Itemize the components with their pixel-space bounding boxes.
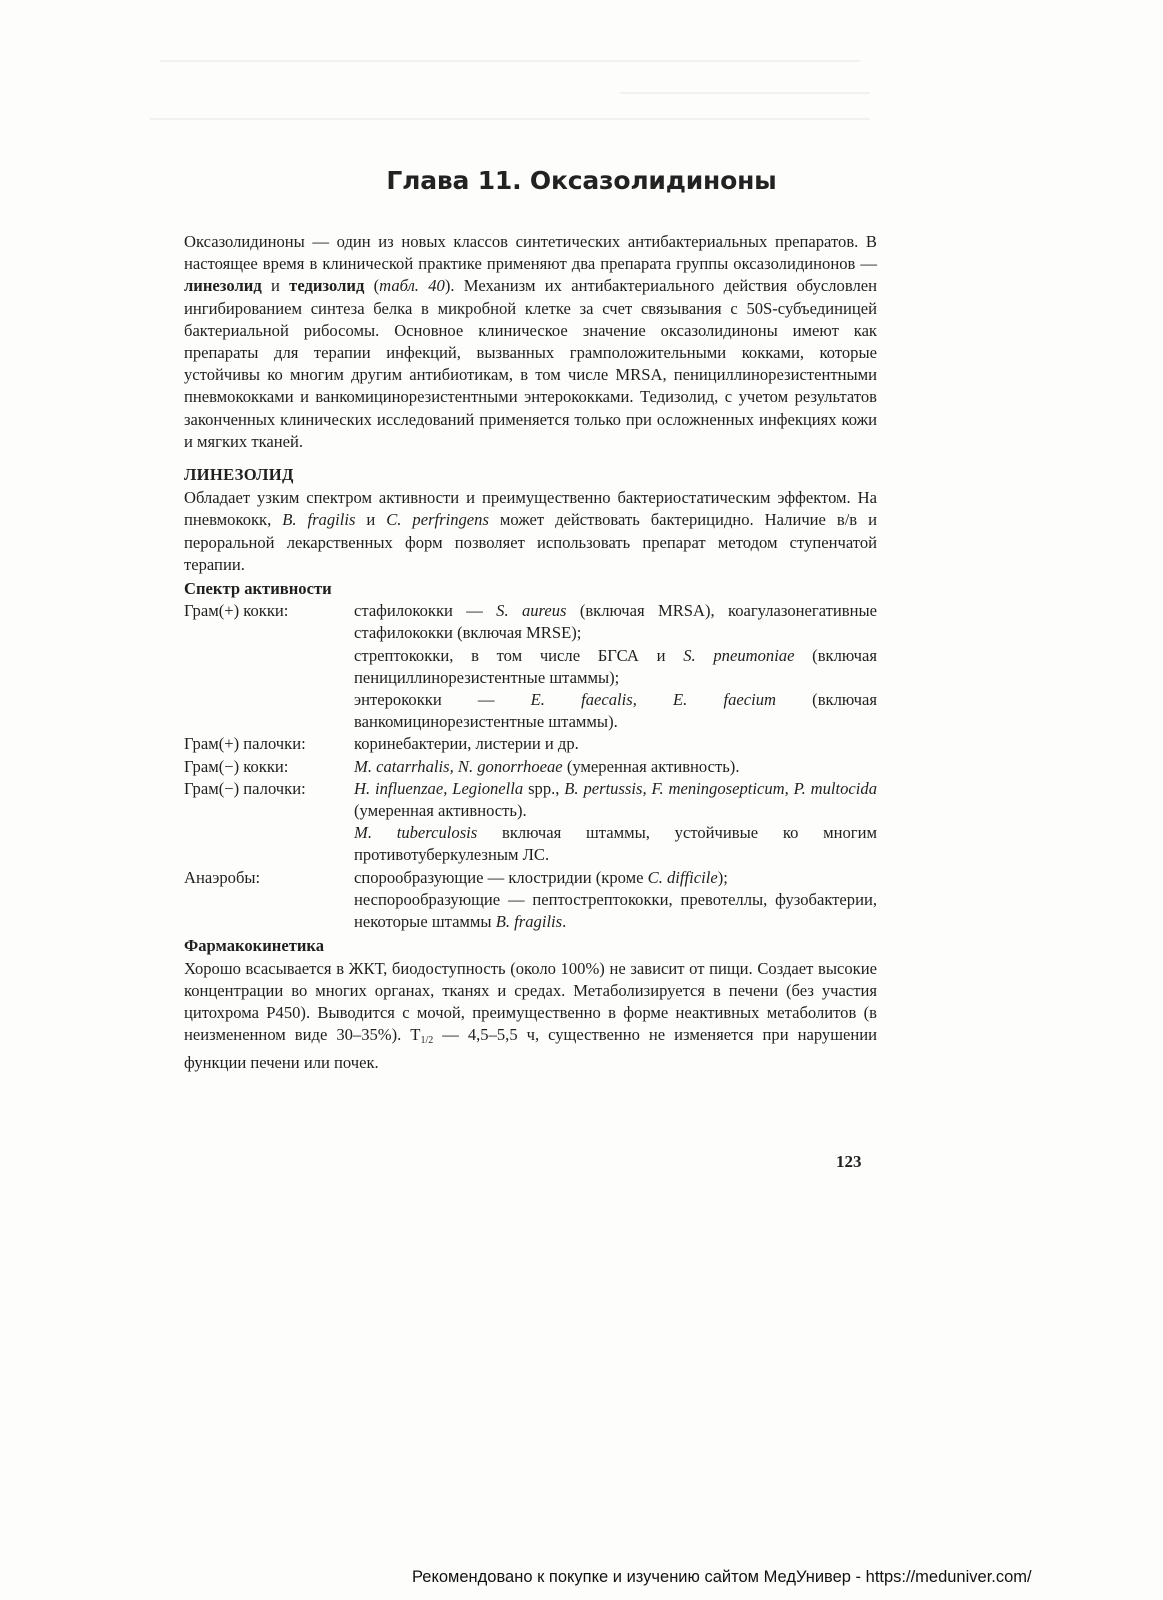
spectrum-text: (включая ванкомицинорезистентные штаммы).: [354, 690, 877, 732]
spectrum-text: стрептококки, в том числе БГСА и: [354, 645, 684, 665]
organism-name: B. pertussis, F. meningosepticum, P. multocida: [564, 778, 878, 798]
spectrum-value: [354, 778, 877, 867]
linezolid-text-2: может действовать бактерицидно. Наличие в/в и пероральной лекарственных форм позволяет использовать препарат методом ступенчатой терапии.: [184, 510, 877, 574]
spectrum-text: spp.,: [523, 778, 565, 798]
organism-name: C. difficile: [647, 867, 718, 887]
table-reference: табл. 40: [379, 276, 445, 296]
page-body: [184, 231, 877, 1075]
organism-name: B. fragilis: [282, 510, 356, 530]
bleed-through-line: [620, 92, 870, 94]
spectrum-label: Грам(+) палочки:: [184, 734, 306, 754]
spectrum-text: неспорообразующие — пептострептококки, превотеллы, фузобактерии, некоторые штаммы: [354, 889, 877, 932]
spectrum-value: [354, 867, 877, 934]
spectrum-label: Грам(−) палочки:: [184, 778, 306, 798]
linezolid-and: и: [355, 510, 387, 530]
pharmacokinetics-paragraph: [184, 958, 877, 1075]
intro-text-1: Оксазолидиноны — один из новых классов синтетических антибактериальных препаратов. В настоящее время в клинической практике применяют два препарата группы оксазолидинонов —: [184, 232, 877, 274]
organism-name: C. perfringens: [386, 510, 489, 530]
intro-paragraph: [184, 231, 877, 453]
term-tedizolid: тедизолид: [289, 276, 365, 296]
section-heading-linezolid: ЛИНЕЗОЛИД: [184, 465, 294, 485]
intro-and: и: [261, 276, 290, 296]
chapter-title: Глава 11. Оксазолидиноны: [386, 166, 777, 195]
spectrum-text: (умеренная активность).: [354, 801, 527, 821]
spectrum-value: [354, 600, 877, 733]
spectrum-heading: Спектр активности: [184, 579, 332, 599]
spectrum-text: (умеренная активность).: [562, 756, 740, 776]
spectrum-value: [354, 756, 877, 778]
organism-name: S. aureus: [496, 601, 567, 621]
spectrum-text: .: [562, 912, 567, 932]
linezolid-paragraph: [184, 487, 877, 576]
spectrum-text: спорообразующие — клостридии (кроме: [354, 867, 648, 887]
spectrum-label: Грам(−) кокки:: [184, 756, 289, 776]
linezolid-text-1: Обладает узким спектром активности и преимущественно бактериостатическим эффектом. На пневмококк,: [184, 488, 877, 530]
spectrum-text: (включая MRSA), коагулазонегативные стафилококки (включая MRSE);: [354, 601, 877, 643]
pk-text-2: — 4,5–5,5 ч, существенно не изменяется при нарушении функции печени или почек.: [184, 1025, 877, 1073]
bleed-through-line: [160, 60, 860, 62]
spectrum-value: коринебактерии, листерии и др.: [354, 734, 579, 754]
organism-name: M. catarrhalis, N. gonorrhoeae: [354, 756, 563, 776]
spectrum-text: (включая пенициллинорезистентные штаммы);: [354, 645, 877, 687]
organism-name: H. influenzae, Legionella: [354, 778, 524, 798]
spectrum-text: включая штаммы, устойчивые ко многим противотуберкулезным ЛС.: [354, 823, 877, 865]
half-life-subscript: 1/2: [420, 1035, 434, 1047]
organism-name: B. fragilis: [495, 912, 563, 932]
organism-name: E. faecalis, E. faecium: [530, 690, 777, 710]
spectrum-text: );: [717, 867, 728, 887]
spectrum-label: Анаэробы:: [184, 867, 261, 887]
pk-text-1: Хорошо всасывается в ЖКТ, биодоступность (около 100%) не зависит от пищи. Создает высокие концентрации во многих органах, тканях и средах. Метаболизируется в печени (без участия цитохрома P450). Выводится с мочой, преимущественно в форме неактивных метаболитов (в неизмененном виде 30–35%). T: [184, 958, 877, 1045]
intro-text-2: ). Механизм их антибактериального действия обусловлен ингибированием синтеза белка в микробной клетке за счет связывания с 50S-субъединицей бактериальной рибосомы. Основное клиническое значение оксазолидиноны имеют как препараты для терапии инфекций, вызванных грамположительными кокками, которые устойчивы ко многим другим антибиотикам, в том числе MRSA, пенициллинорезистентными пневмококками и ванкомицинорезистентными энтерококками. Тедизолид, с учетом результатов законченных клинических исследований применяется только при осложненных инфекциях кожи и мягких тканей.: [184, 276, 877, 451]
footer-recommendation: Рекомендовано к покупке и изучению сайтом МедУнивер - https://meduniver.com/: [412, 1568, 1032, 1586]
spectrum-table: [184, 600, 877, 933]
bleed-through-line: [150, 118, 870, 120]
organism-name: S. pneumoniae: [683, 645, 795, 665]
spectrum-text: стафилококки —: [354, 601, 497, 621]
page-number: 123: [836, 1152, 862, 1171]
spectrum-label: Грам(+) кокки:: [184, 601, 289, 621]
intro-paren: (: [364, 276, 380, 296]
pharmacokinetics-heading: Фармакокинетика: [184, 936, 325, 956]
term-linezolid: линезолид: [184, 276, 262, 296]
organism-name: M. tuberculosis: [354, 823, 478, 843]
spectrum-text: энтерококки —: [354, 690, 531, 710]
